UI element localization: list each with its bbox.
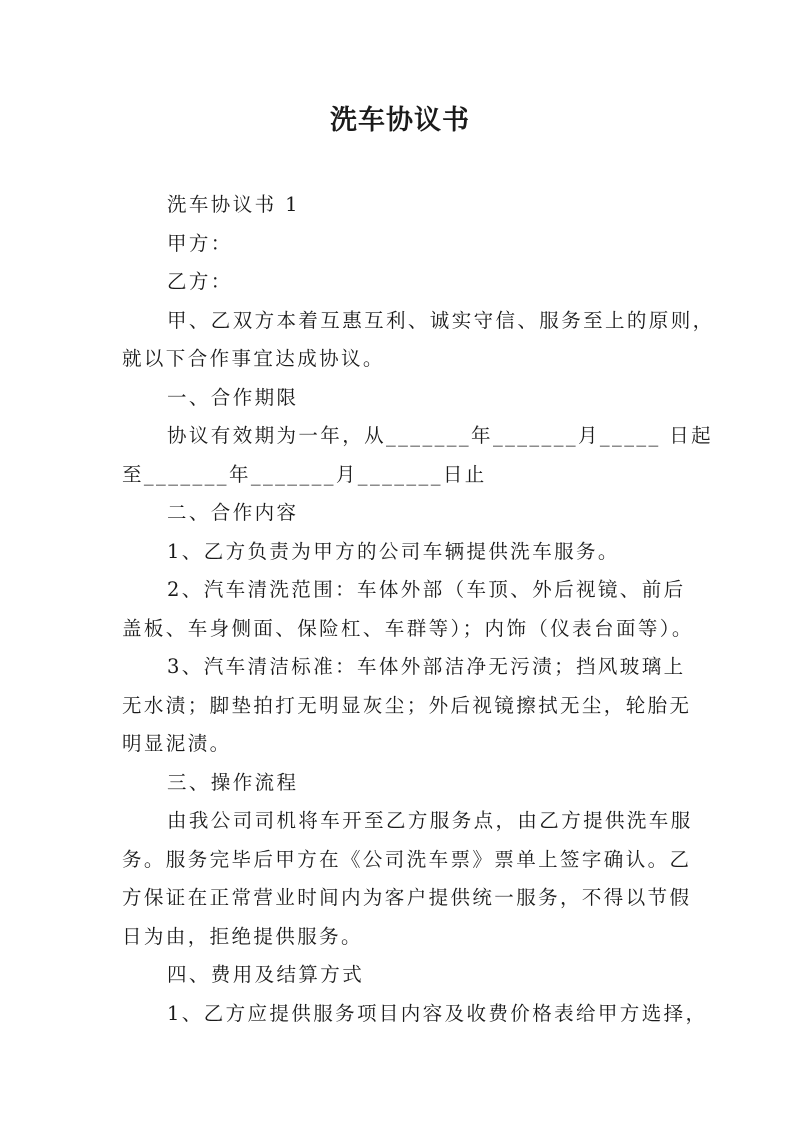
paragraph-line: 二、合作内容 [167, 501, 299, 524]
paragraph-line: 方保证在正常营业时间内为客户提供统一服务，不得以节假 [122, 886, 692, 909]
paragraph-line: 甲方： [167, 231, 233, 255]
paragraph-line: 1、乙方负责为甲方的公司车辆提供洗车服务。 [167, 539, 620, 563]
paragraph [122, 764, 687, 803]
paragraph-line: 日为由，拒绝提供服务。 [122, 924, 363, 948]
paragraph-line: 务。服务完毕后甲方在《公司洗车票》票单上签字确认。乙 [122, 847, 692, 871]
paragraph [122, 186, 687, 225]
paragraph [122, 571, 694, 648]
paragraph [122, 379, 687, 418]
paragraph [122, 263, 687, 302]
document-body [122, 186, 715, 1033]
paragraph-line: 由我公司司机将车开至乙方服务点，由乙方提供洗车服 [167, 809, 693, 832]
paragraph [122, 995, 708, 1034]
paragraph-line: 明显泥渍。 [122, 732, 232, 755]
paragraph-line: 2、汽车清洗范围：车体外部（车顶、外后视镜、前后 [167, 578, 686, 601]
paragraph-line: 三、操作流程 [167, 770, 299, 794]
paragraph [122, 494, 687, 533]
paragraph-line: 协议有效期为一年，从_______年_______月_____ 日起 [167, 424, 714, 447]
paragraph-line: 洗车协议书 1 [167, 193, 300, 216]
paragraph [122, 956, 687, 995]
paragraph [122, 225, 687, 264]
document-title: 洗车协议书 [330, 105, 470, 136]
paragraph-line: 一、合作期限 [167, 385, 299, 409]
paragraph [122, 533, 687, 572]
paragraph-line: 甲、乙双方本着互惠互利、诚实守信、服务至上的原则， [167, 308, 715, 332]
paragraph-line: 四、费用及结算方式 [167, 963, 365, 986]
paragraph [122, 417, 714, 494]
paragraph-line: 盖板、车身侧面、保险杠、车群等）；内饰（仪表台面等）。 [122, 616, 694, 640]
paragraph [122, 648, 692, 764]
paragraph-line: 1、乙方应提供服务项目内容及收费价格表给甲方选择， [167, 1001, 708, 1025]
paragraph [122, 802, 693, 956]
paragraph [122, 302, 715, 379]
paragraph-line: 乙方： [167, 270, 233, 293]
paragraph-line: 3、汽车清洁标准：车体外部洁净无污渍；挡风玻璃上 [167, 655, 686, 678]
paragraph-line: 至_______年_______月_______日止 [122, 462, 487, 486]
paragraph-line: 无水渍；脚垫拍打无明显灰尘；外后视镜擦拭无尘，轮胎无 [122, 693, 692, 717]
paragraph-line: 就以下合作事宜达成协议。 [122, 347, 385, 370]
